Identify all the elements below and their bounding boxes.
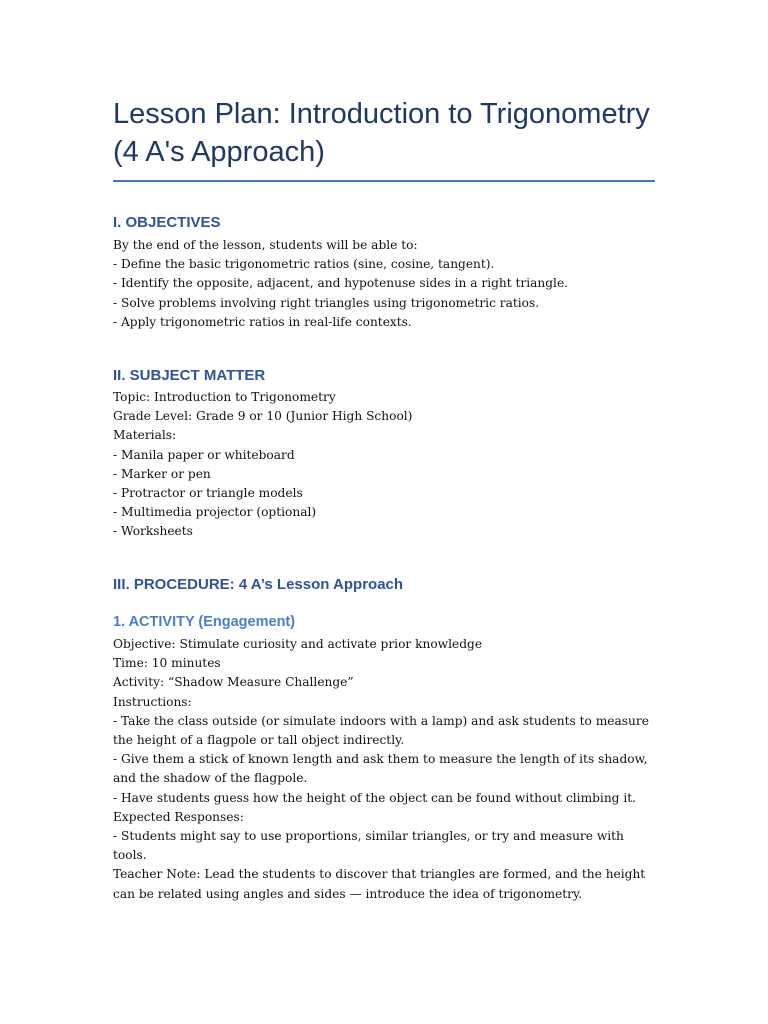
objectives-list (113, 236, 658, 332)
procedure-heading: III. PROCEDURE: 4 A’s Lesson Approach (113, 576, 404, 593)
objectives-line: - Identify the opposite, adjacent, and hypotenuse sides in a right triangle. (113, 276, 569, 291)
activity-line: Expected Responses: (113, 809, 244, 824)
activity-line: Objective: Stimulate curiosity and activate prior knowledge (113, 637, 483, 651)
subject-matter-list (113, 388, 658, 542)
activity-line: - Take the class outside (or simulate indoors with a lamp) and ask students to measure the height of a flagpole or tall object indirectly. (113, 713, 649, 748)
subject-matter-line: Materials: (113, 428, 177, 443)
objectives-line: By the end of the lesson, students will be able to: (113, 238, 418, 252)
subject-matter-line: - Multimedia projector (optional) (113, 505, 317, 520)
subject-matter-line: - Manila paper or whiteboard (113, 447, 295, 462)
subject-matter-line: - Marker or pen (113, 466, 211, 481)
objectives-line: - Apply trigonometric ratios in real-life contexts. (113, 314, 412, 329)
subject-matter-line: - Protractor or triangle models (113, 486, 303, 501)
activity-line: - Give them a stick of known length and ask them to measure the length of its shadow, and the shadow of the flagpole. (113, 752, 648, 786)
subject-matter-line: Grade Level: Grade 9 or 10 (Junior High School) (113, 409, 413, 424)
activity-heading: 1. ACTIVITY (Engagement) (113, 614, 296, 630)
subject-matter-heading: II. SUBJECT MATTER (113, 367, 266, 384)
objectives-line: - Define the basic trigonometric ratios (sine, cosine, tangent). (113, 257, 495, 272)
activity-line: Activity: “Shadow Measure Challenge” (113, 675, 354, 690)
activity-line: Instructions: (113, 694, 192, 709)
subject-matter-line: - Worksheets (113, 524, 193, 539)
document-title: Lesson Plan: Introduction to Trigonometry (4 A's Approach) (113, 98, 650, 168)
activity-list (113, 635, 658, 904)
activity-line: Time: 10 minutes (113, 656, 221, 671)
activity-line: - Have students guess how the height of the object can be found without climbing it. (113, 790, 637, 805)
objectives-line: - Solve problems involving right triangles using trigonometric ratios. (113, 295, 540, 310)
title-underline (113, 180, 655, 182)
activity-line: Teacher Note: Lead the students to discover that triangles are formed, and the height can be related using angles and sides — introduce the idea of trigonometry. (113, 867, 646, 901)
activity-line: - Students might say to use proportions, similar triangles, or try and measure with tools. (113, 829, 624, 863)
objectives-heading: I. OBJECTIVES (113, 214, 221, 231)
subject-matter-line: Topic: Introduction to Trigonometry (113, 390, 336, 404)
